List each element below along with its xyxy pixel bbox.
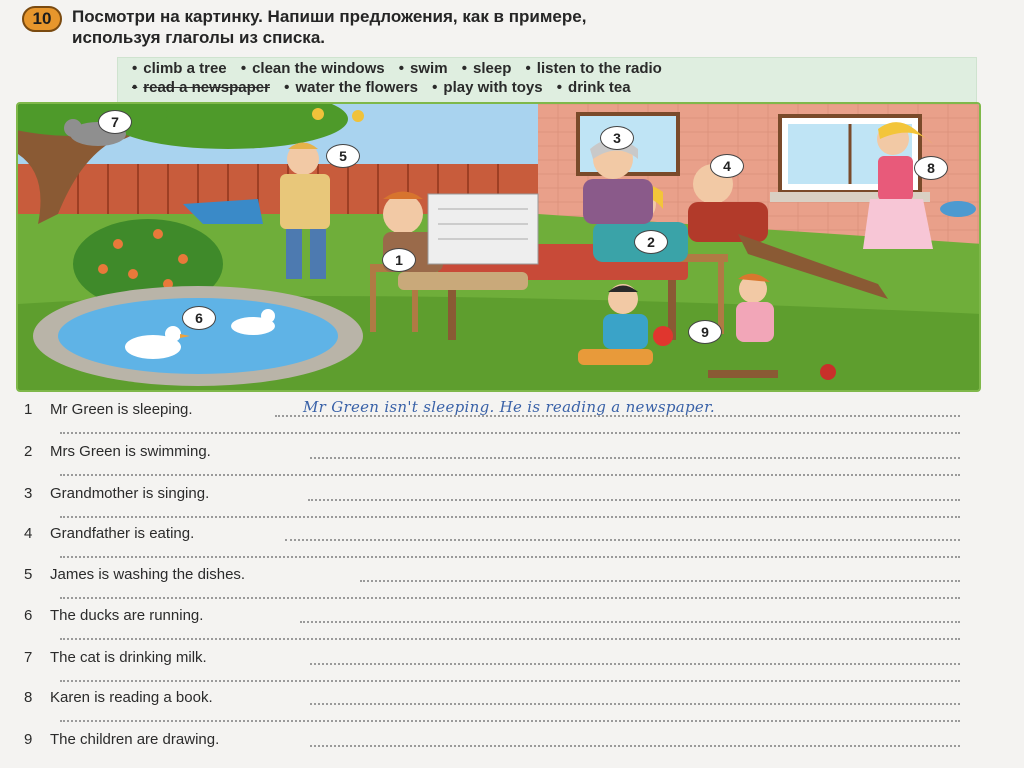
answer-line[interactable] <box>275 415 960 417</box>
answer-line-2[interactable] <box>60 597 960 599</box>
task-number-badge: 10 <box>22 6 62 32</box>
callout-3: 3 <box>600 126 634 150</box>
verb-item: • listen to the radio <box>526 60 662 77</box>
answer-line-2[interactable] <box>60 720 960 722</box>
callout-5: 5 <box>326 144 360 168</box>
callout-4: 4 <box>710 154 744 178</box>
verb-list-row-1 <box>132 60 672 77</box>
answer-line[interactable] <box>285 539 960 541</box>
exercise-number: 4 <box>24 525 33 542</box>
answer-line[interactable] <box>308 499 960 501</box>
answer-line-2[interactable] <box>60 680 960 682</box>
verb-item-crossed-out: • read a newspaper <box>132 79 270 96</box>
verb-item: • clean the windows <box>241 60 385 77</box>
exercise-sentence: Grandfather is eating. <box>50 525 195 542</box>
exercise-item-5 <box>20 563 960 603</box>
exercise-item-8 <box>20 686 960 726</box>
exercise-number: 3 <box>24 485 33 502</box>
verb-item: • sleep <box>462 60 512 77</box>
exercise-sentence: Karen is reading a book. <box>50 689 213 706</box>
callout-1: 1 <box>382 248 416 272</box>
exercise-item-6 <box>20 604 960 644</box>
task-header <box>22 4 922 50</box>
exercise-number: 1 <box>24 401 33 418</box>
answer-line[interactable] <box>310 703 960 705</box>
answer-line-2[interactable] <box>60 432 960 434</box>
exercise-sentence: The cat is drinking milk. <box>50 649 207 666</box>
instruction-line-2: используя глаголы из списка. <box>72 28 325 47</box>
exercise-number: 7 <box>24 649 33 666</box>
exercise-sentence: James is washing the dishes. <box>50 566 246 583</box>
answer-line[interactable] <box>310 457 960 459</box>
answer-line[interactable] <box>300 621 960 623</box>
answer-line[interactable] <box>360 580 960 582</box>
exercise-number: 5 <box>24 566 33 583</box>
garden-scene-drawing <box>18 104 981 392</box>
exercise-sentence: Mrs Green is swimming. <box>50 443 211 460</box>
exercise-item-9 <box>20 728 960 768</box>
exercise-number: 9 <box>24 731 33 748</box>
exercise-sentence: The children are drawing. <box>50 731 220 748</box>
exercise-number: 8 <box>24 689 33 706</box>
exercise-number: 6 <box>24 607 33 624</box>
answer-line-2[interactable] <box>60 474 960 476</box>
exercise-item-1 <box>20 398 960 438</box>
verb-item: • drink tea <box>557 79 631 96</box>
verb-item: • play with toys <box>432 79 542 96</box>
callout-6: 6 <box>182 306 216 330</box>
instruction-line-1: Посмотри на картинку. Напиши предложения, как в примере, <box>72 7 587 26</box>
verb-list-box <box>118 58 976 102</box>
exercise-number: 2 <box>24 443 33 460</box>
answer-line-2[interactable] <box>60 556 960 558</box>
verb-item: • climb a tree <box>132 60 227 77</box>
answer-line[interactable] <box>310 745 960 747</box>
exercise-item-3 <box>20 482 960 522</box>
exercise-sentence: The ducks are running. <box>50 607 204 624</box>
answer-line[interactable] <box>310 663 960 665</box>
answer-line-2[interactable] <box>60 638 960 640</box>
exercise-item-4 <box>20 522 960 562</box>
handwritten-answer: Mr Green isn't sleeping. He is reading a newspaper. <box>303 398 715 416</box>
verb-item: • swim <box>399 60 448 77</box>
callout-8: 8 <box>914 156 948 180</box>
garden-illustration <box>16 102 981 392</box>
exercise-sentence: Mr Green is sleeping. <box>50 401 193 418</box>
exercise-item-2 <box>20 440 960 480</box>
verb-item: • water the flowers <box>284 79 418 96</box>
callout-2: 2 <box>634 230 668 254</box>
callout-7: 7 <box>98 110 132 134</box>
answer-line-2[interactable] <box>60 516 960 518</box>
callout-9: 9 <box>688 320 722 344</box>
verb-list-row-2 <box>132 79 641 96</box>
exercise-item-7 <box>20 646 960 686</box>
exercise-sentence: Grandmother is singing. <box>50 485 210 502</box>
task-instruction <box>72 6 892 48</box>
